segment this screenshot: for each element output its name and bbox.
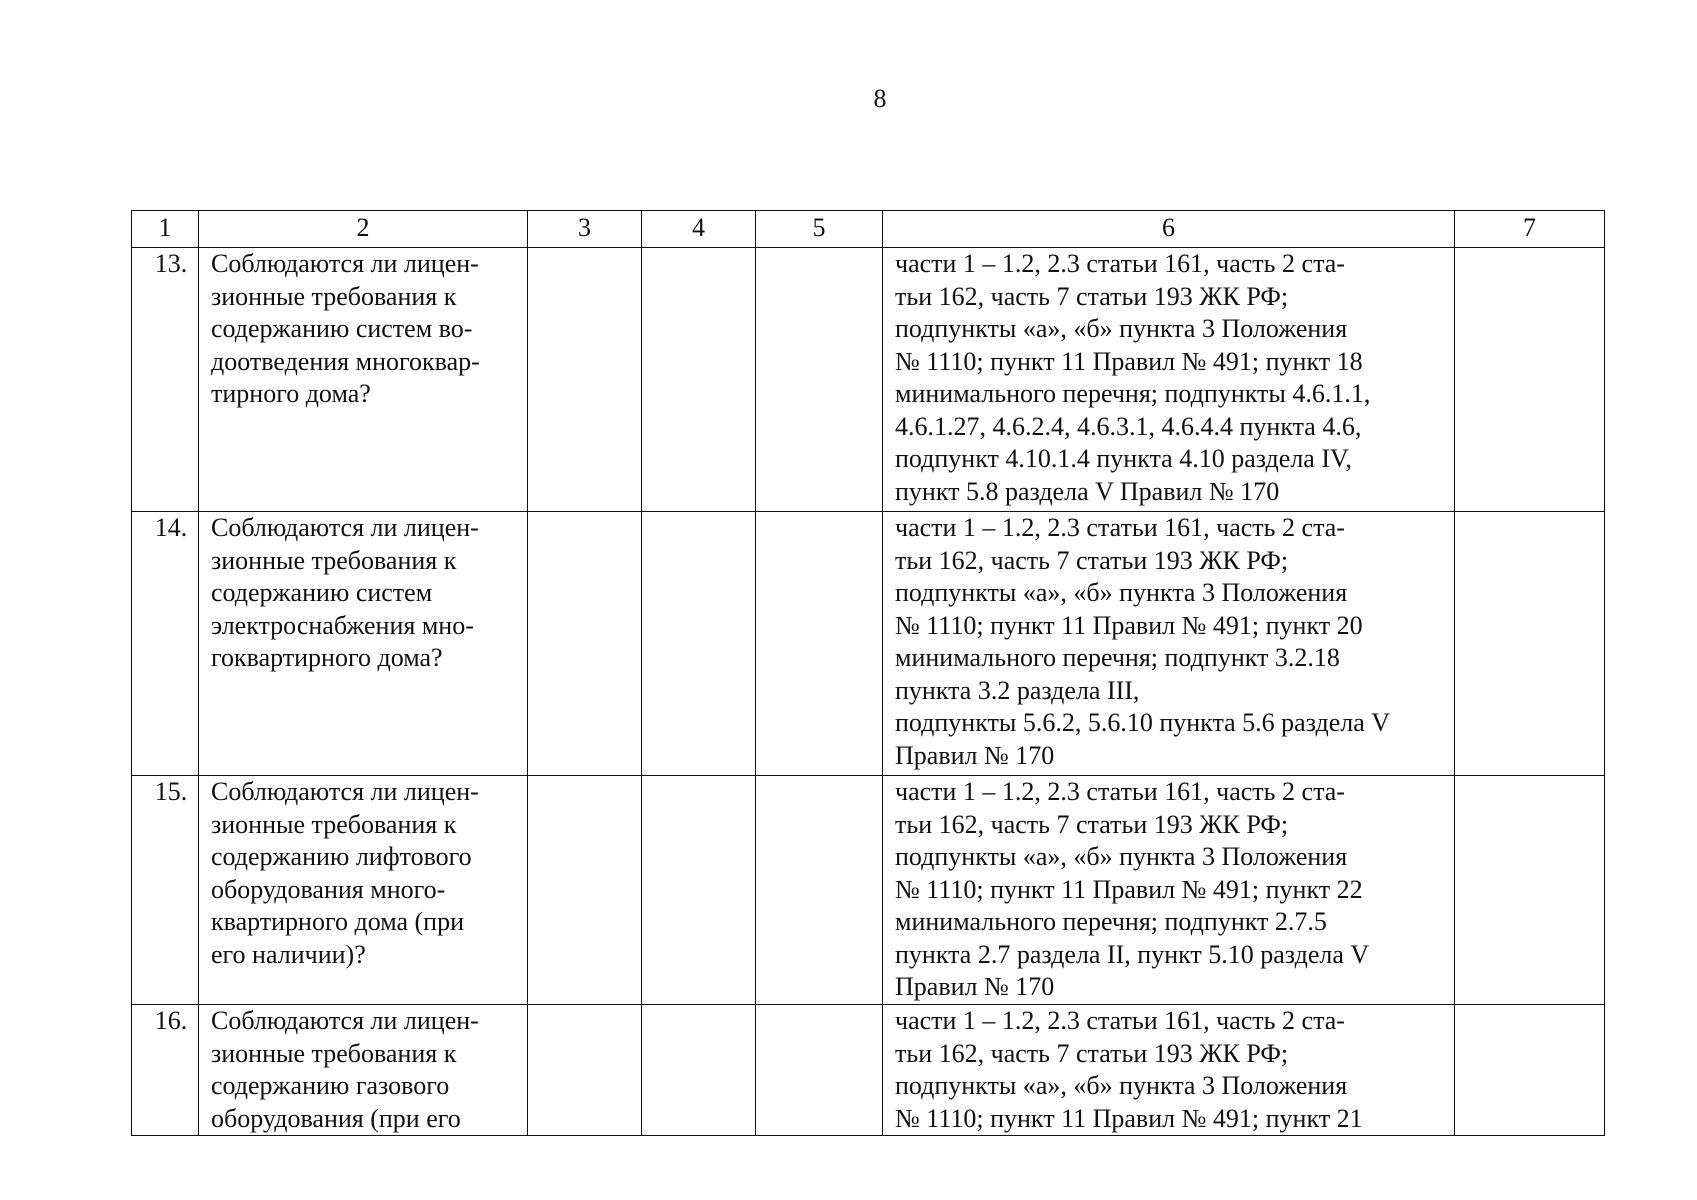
column-7-cell <box>1455 512 1605 776</box>
column-7-cell <box>1455 1005 1605 1136</box>
column-header: 7 <box>1455 211 1605 248</box>
column-4-cell <box>642 248 756 512</box>
column-3-cell <box>528 512 642 776</box>
row-number: 13. <box>132 248 199 512</box>
legal-references-cell: части 1 – 1.2, 2.3 статьи 161, часть 2 ста- тьи 162, часть 7 статьи 193 ЖК РФ; подпункты «а», «б» пункта 3 Положения № 1110; пункт 11 Правил № 491; пункт 22 минимального перечня; подпункт 2.7.5 пункта 2.7 раздела II, пункт 5.10 раздела V Правил № 170 <box>883 776 1455 1005</box>
column-4-cell <box>642 776 756 1005</box>
table-row <box>132 776 1605 1005</box>
legal-references-cell: части 1 – 1.2, 2.3 статьи 161, часть 2 ста- тьи 162, часть 7 статьи 193 ЖК РФ; подпункты «а», «б» пункта 3 Положения № 1110; пункт 11 Правил № 491; пункт 20 минимального перечня; подпункт 3.2.18 пункта 3.2 раздела III, подпункты 5.6.2, 5.6.10 пункта 5.6 раздела V Правил № 170 <box>883 512 1455 776</box>
column-5-cell <box>756 776 883 1005</box>
column-header: 4 <box>642 211 756 248</box>
row-number: 14. <box>132 512 199 776</box>
column-header: 6 <box>883 211 1455 248</box>
column-header: 5 <box>756 211 883 248</box>
column-7-cell <box>1455 776 1605 1005</box>
question-cell: Соблюдаются ли лицен- зионные требования к содержанию систем электроснабжения мно- гоквартирного дома? <box>199 512 528 776</box>
legal-references-cell: части 1 – 1.2, 2.3 статьи 161, часть 2 ста- тьи 162, часть 7 статьи 193 ЖК РФ; подпункты «а», «б» пункта 3 Положения № 1110; пункт 11 Правил № 491; пункт 18 минимального перечня; подпункты 4.6.1.1, 4.6.1.27, 4.6.2.4, 4.6.3.1, 4.6.4.4 пункта 4.6, подпункт 4.10.1.4 пункта 4.10 раздела IV, пункт 5.8 раздела V Правил № 170 <box>883 248 1455 512</box>
column-4-cell <box>642 512 756 776</box>
page-number: 8 <box>873 84 887 113</box>
column-4-cell <box>642 1005 756 1136</box>
column-header: 1 <box>132 211 199 248</box>
row-number: 15. <box>132 776 199 1005</box>
row-number: 16. <box>132 1005 199 1136</box>
table-row <box>132 248 1605 512</box>
column-5-cell <box>756 512 883 776</box>
question-cell: Соблюдаются ли лицен- зионные требования к содержанию газового оборудования (при его <box>199 1005 528 1136</box>
table-row <box>132 1005 1605 1136</box>
column-3-cell <box>528 248 642 512</box>
table-header-row <box>132 211 1605 248</box>
question-cell: Соблюдаются ли лицен- зионные требования к содержанию лифтового оборудования много- квартирного дома (при его наличии)? <box>199 776 528 1005</box>
column-header: 3 <box>528 211 642 248</box>
column-7-cell <box>1455 248 1605 512</box>
column-3-cell <box>528 1005 642 1136</box>
column-3-cell <box>528 776 642 1005</box>
requirements-table <box>131 210 1605 1136</box>
column-header: 2 <box>199 211 528 248</box>
column-5-cell <box>756 248 883 512</box>
column-5-cell <box>756 1005 883 1136</box>
legal-references-cell: части 1 – 1.2, 2.3 статьи 161, часть 2 ста- тьи 162, часть 7 статьи 193 ЖК РФ; подпункты «а», «б» пункта 3 Положения № 1110; пункт 11 Правил № 491; пункт 21 <box>883 1005 1455 1136</box>
question-cell: Соблюдаются ли лицен- зионные требования к содержанию систем во- доотведения многоквар- тирного дома? <box>199 248 528 512</box>
table-row <box>132 512 1605 776</box>
